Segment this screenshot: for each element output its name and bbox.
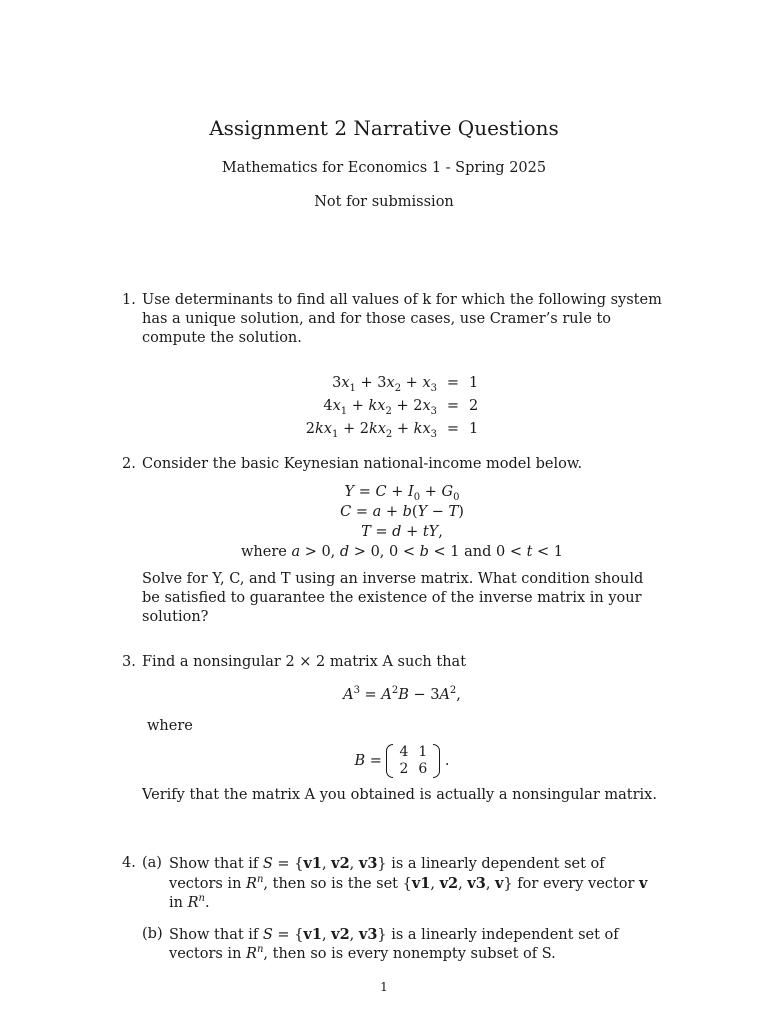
document-subtitle: Mathematics for Economics 1 - Spring 2025 xyxy=(221,160,547,176)
question-number: 2. xyxy=(122,456,136,472)
question-followup: Solve for Y, C, and T using an inverse matrix. What condition should be satisfied to guarantee the existence of the inverse matrix in your solution? xyxy=(142,571,644,625)
page-number: 1 xyxy=(380,980,388,994)
question-number: 3. xyxy=(122,654,136,670)
question-1 xyxy=(122,291,662,441)
where-label: where xyxy=(147,718,193,734)
matrix-b: 4 1 2 6 xyxy=(386,744,440,778)
question-text: Consider the basic Keynesian national-income model below. xyxy=(142,456,583,472)
question-2 xyxy=(122,455,662,627)
part-label: (a) xyxy=(142,855,162,871)
equation-system: $3x_1 + 3x_2 + x_3$ = 1 $4x_1 + kx_2 + 2x_3$ = 2 $2kx_1 + 2kx_2 + kx_3$ = 1 xyxy=(305,375,479,440)
part-label: (b) xyxy=(142,926,163,942)
question-4a: (a) Show that if S = {v1, v2, v3} is a linearly dependent set of vectors in $R^n$, then so is the set {v1, v2, v3, v} for every vector v in $R^n$. xyxy=(142,855,648,911)
document-note: Not for submission xyxy=(314,194,454,210)
document-title: Assignment 2 Narrative Questions xyxy=(209,116,559,140)
question-number: 1. xyxy=(122,292,136,308)
matrix-b-definition: B = 4 1 2 6 . xyxy=(354,744,450,777)
keynesian-model: $Y = C + I_0 + G_0$ C = a + b(Y − T) T = d + tY, where a > 0, d > 0, 0 < b < 1 and 0 < t < 1 xyxy=(240,484,563,560)
question-verify: Verify that the matrix A you obtained is actually a nonsingular matrix. xyxy=(142,787,657,803)
matrix-equation: $A^3 = A^2B - 3A^2$, xyxy=(343,685,461,703)
question-4b: (b) Show that if S = {v1, v2, v3} is a linearly independent set of vectors in $R^n$, then so is every nonempty subset of S. xyxy=(142,926,619,962)
question-3 xyxy=(122,653,662,805)
question-4 xyxy=(122,854,662,964)
question-number: 4. xyxy=(122,855,136,871)
question-text: Use determinants to find all values of k for which the following system has a unique solution, and for those cases, use Cramer’s rule to compute the solution. xyxy=(142,292,662,346)
question-text: Find a nonsingular 2 × 2 matrix A such that xyxy=(142,654,467,670)
